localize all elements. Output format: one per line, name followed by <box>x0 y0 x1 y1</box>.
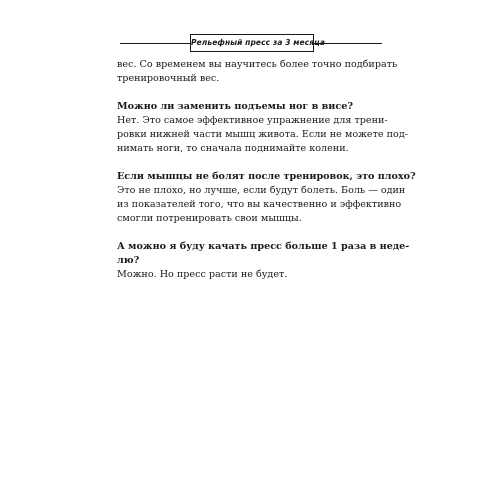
text-line: нимать ноги, то сначала поднимайте колени. <box>117 143 349 154</box>
question-line: А можно я буду качать пресс больше 1 раза в неде- <box>117 241 410 252</box>
text-line: тренировочный вес. <box>117 73 220 84</box>
page-body <box>117 58 416 282</box>
question-line: Можно ли заменить подъемы ног в висе? <box>117 101 353 112</box>
answer-2 <box>117 184 406 226</box>
paragraph-intro <box>117 58 398 86</box>
answer-3 <box>117 268 383 282</box>
text-line: ровки нижней части мышц живота. Если не можете под- <box>117 129 408 140</box>
text-line: вес. Со временем вы научитесь более точно подбирать <box>117 59 398 70</box>
text-line: Можно. Но пресс расти не будет. <box>117 269 288 280</box>
question-3 <box>117 240 410 268</box>
question-line: лю? <box>117 255 140 266</box>
answer-1 <box>117 114 408 156</box>
question-1 <box>117 100 383 114</box>
text-line: из показателей того, что вы качественно и эффективно <box>117 199 402 210</box>
question-2 <box>117 170 416 184</box>
running-header-title: Рельефный пресс за 3 месяца <box>190 34 314 52</box>
text-line: Это не плохо, но лучше, если будут болеть. Боль — один <box>117 185 406 196</box>
text-line: Нет. Это самое эффективное упражнение для трени- <box>117 115 388 126</box>
question-line: Если мышцы не болят после тренировок, это плохо? <box>117 171 416 182</box>
text-line: смогли потренировать свои мышцы. <box>117 213 302 224</box>
running-header <box>0 34 500 54</box>
